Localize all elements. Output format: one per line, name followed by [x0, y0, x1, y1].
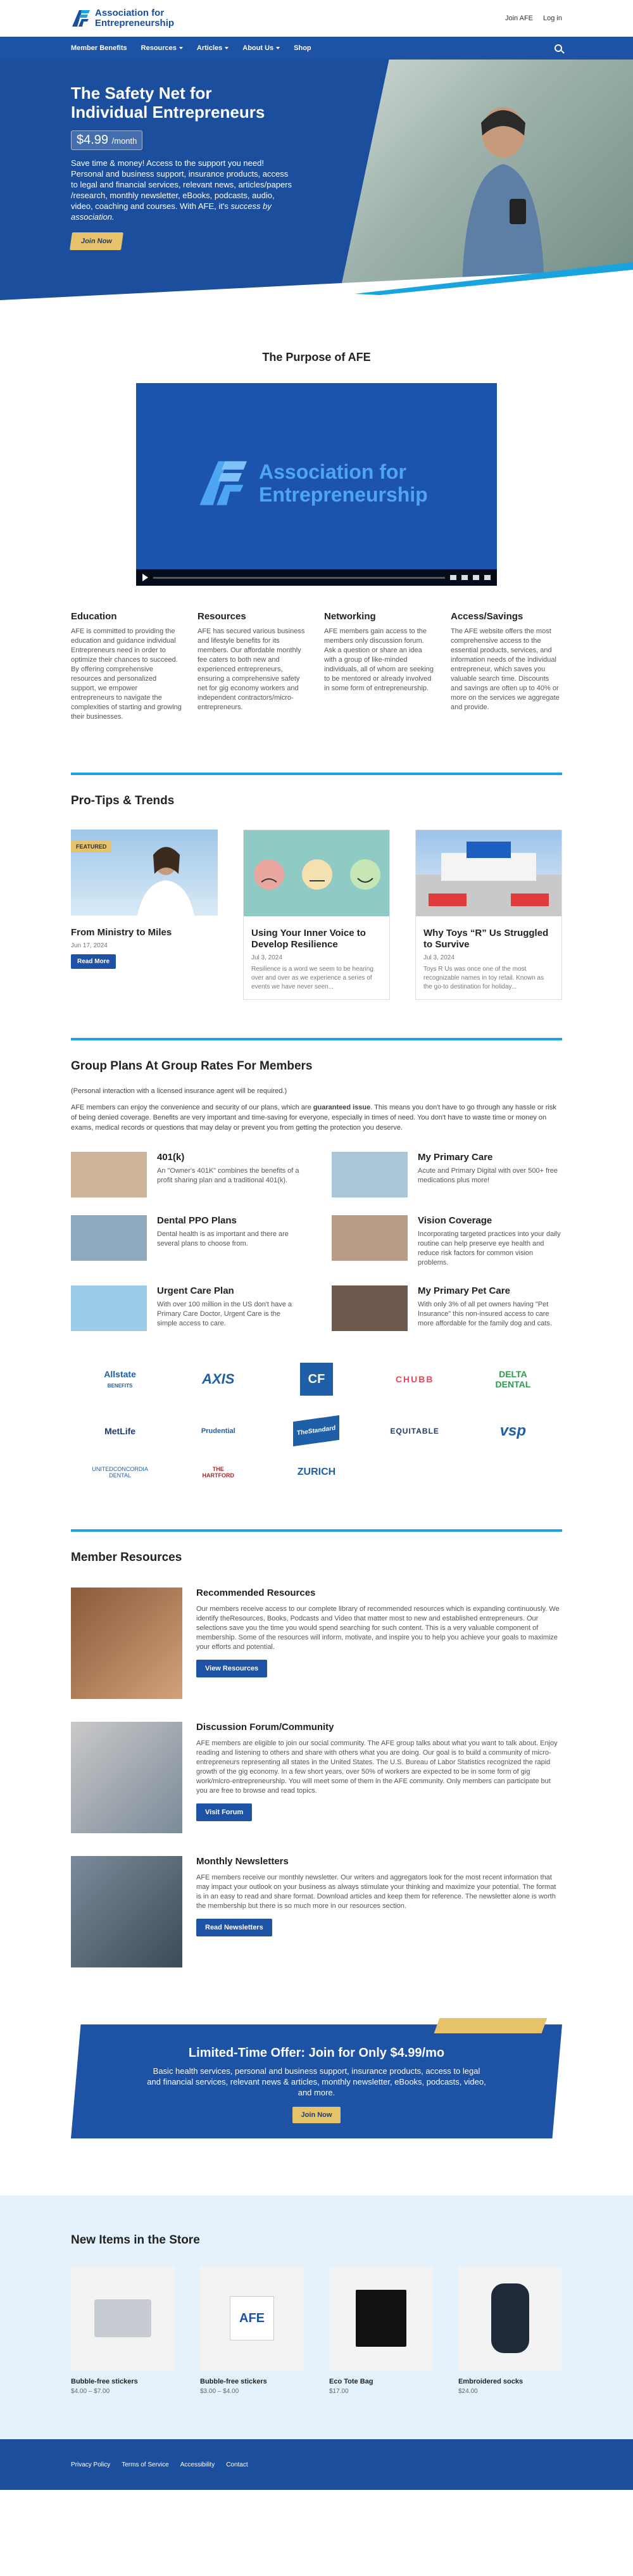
site-logo[interactable]: [71, 8, 174, 28]
plan-title: Vision Coverage: [418, 1215, 492, 1226]
purpose-title: The Purpose of AFE: [262, 351, 371, 363]
hero-description-text: Save time & money! Access to the support you need! Personal and business support, insurance products, access to legal and financial services, relevant news, articles/papers /research, monthly newsletter, eBooks, podcasts, audio, video, coaching and courses. With AFE, it's: [71, 158, 292, 211]
tip-card[interactable]: [71, 830, 218, 1000]
product-image: [458, 2266, 562, 2370]
search-icon[interactable]: [555, 44, 562, 52]
tip-date: Jul 3, 2024: [251, 954, 282, 961]
delta-dental-logo: DELTA DENTAL: [495, 1369, 531, 1389]
login-link[interactable]: Log in: [543, 15, 562, 22]
plans-note: (Personal interaction with a licensed insurance agent will be required.): [71, 1087, 287, 1095]
plan-image: [71, 1215, 147, 1261]
resource-image: [71, 1856, 182, 1967]
plan-text: Dental health is as important and there are several plans to choose from.: [157, 1230, 289, 1247]
nav-label: About Us: [242, 44, 274, 52]
col-title: Resources: [197, 611, 246, 622]
video-progress-bar[interactable]: [153, 577, 445, 579]
video-logo-line-2: Entrepreneurship: [259, 483, 428, 506]
equitable-logo: EQUITABLE: [390, 1426, 439, 1436]
logo-sublabel: BENEFITS: [107, 1383, 133, 1389]
tip-title[interactable]: From Ministry to Miles: [71, 927, 172, 938]
video-logo: [193, 458, 428, 508]
logo-text: [95, 8, 174, 28]
tip-image: [71, 830, 218, 916]
section-divider: [71, 773, 562, 775]
axis-logo: AXIS: [202, 1371, 235, 1387]
afe-logo-icon: [71, 9, 90, 28]
plan-pet-care[interactable]: [332, 1285, 562, 1331]
product-image: [329, 2266, 433, 2370]
video-logo-line-1: Association for: [259, 460, 406, 483]
fullscreen-icon[interactable]: [484, 575, 491, 580]
resource-title: Discussion Forum/Community: [196, 1722, 334, 1733]
col-title: Networking: [324, 611, 376, 622]
offer-text: Basic health services, personal and business support, insurance products, access to legal and financial services, relevant news & articles, monthly newsletter, eBooks, podcasts, video, and more.: [147, 2066, 486, 2097]
plan-text: Acute and Primary Digital with over 500+ free medications plus more!: [418, 1167, 558, 1184]
hero-section: [0, 60, 633, 313]
resource-title: Monthly Newsletters: [196, 1856, 289, 1867]
tip-excerpt: Resilience is a word we seem to be hearing over and over as we experience a series of events we have never seen...: [251, 966, 373, 990]
intro-video[interactable]: [136, 383, 497, 586]
footer: [0, 2439, 633, 2490]
nav-label: Shop: [294, 44, 311, 52]
plan-image: [71, 1285, 147, 1331]
col-text: The AFE website offers the most comprehensive access to the essential products, services, and information needs of the individual entrepreneur, which saves you valuable search time. Discounts and savings are often up to 40% or more on the services we aggregate and provide.: [451, 628, 560, 711]
product-card[interactable]: [329, 2266, 433, 2395]
allstate-logo: [104, 1369, 136, 1389]
product-price: $24.00: [458, 2388, 478, 2395]
product-card[interactable]: [71, 2266, 175, 2395]
plan-text: Incorporating targeted practices into your daily routine can help preserve eye health and reduce risk factors for common vision problems.: [418, 1230, 561, 1266]
resource-text: AFE members receive our monthly newsletter. Our writers and aggregators look for the most recent information that may impact your outlook on your business as always stimulate your thinking and maximize your potential. The format is in an easy to read and share format. Download articles and keep them for reference. The newsletter alone is worth the membership but there is so much more in our resources section.: [196, 1874, 556, 1910]
product-name: Bubble-free stickers: [200, 2378, 267, 2385]
chubb-logo: CHUBB: [395, 1374, 434, 1384]
offer-banner: [0, 2018, 633, 2145]
hero-description-em: success by association.: [71, 201, 272, 222]
tip-card[interactable]: [415, 830, 562, 1000]
tip-image: [244, 830, 389, 916]
emoji-faces-image: [244, 830, 389, 916]
join-afe-link[interactable]: Join AFE: [505, 15, 534, 22]
plan-text: An "Owner's 401K" combines the benefits of a profit sharing plan and a traditional 401(k).: [157, 1167, 299, 1184]
purpose-col-resources: [197, 611, 309, 722]
nav-articles[interactable]: [197, 44, 229, 52]
zurich-logo: ZURICH: [297, 1467, 336, 1477]
product-card[interactable]: [458, 2266, 562, 2395]
plan-image: [332, 1285, 408, 1331]
tip-excerpt: Toys R Us was once one of the most recognizable names in toy retail. Known as the go-to destination for holiday...: [423, 966, 544, 990]
plan-urgent-care[interactable]: [71, 1285, 301, 1331]
price-period: /month: [111, 136, 137, 146]
tip-date: Jul 3, 2024: [423, 954, 454, 961]
purpose-col-education: [71, 611, 182, 722]
tips-title: Pro-Tips & Trends: [71, 794, 175, 807]
resources-title: Member Resources: [71, 1551, 182, 1564]
col-text: AFE has secured various business and lifestyle benefits for its members. Our affordable monthly fee caters to both new and experienced entrepreneurs, ensuring a comprehensive safety net for gig economy workers and independent contractors/micro-entrepreneurs.: [197, 628, 305, 711]
tip-image: [416, 830, 561, 916]
offer-title: Limited-Time Offer: Join for Only $4.99/mo: [188, 2046, 445, 2060]
product-name: Embroidered socks: [458, 2378, 523, 2385]
product-card[interactable]: [200, 2266, 304, 2395]
tip-title[interactable]: Why Toys “R” Us Struggled to Survive: [423, 928, 549, 950]
terms-of-service-link[interactable]: Terms of Service: [122, 2461, 169, 2468]
product-price: $17.00: [329, 2388, 349, 2395]
resource-recommended: [71, 1588, 562, 1699]
section-divider: [71, 1529, 562, 1532]
volume-icon[interactable]: [450, 575, 456, 580]
resource-text: AFE members are eligible to join our social community. The AFE group talks about what you want to talk about. Enjoy reading and listening to others and share with others what you are doing. Our goal is to build a community of micro-entrepreneurs representing all states in the United States. The U.S. Bureau of Labor Statistics recognized the rapid growth of the gig economy. In a few short years, over 50% of workers are expected to be in some form of gig work/micro-entrepreneurship. You will meet some of them in the AFE community. Only members can participate but you are free to browse and read topics.: [196, 1739, 558, 1795]
tip-title[interactable]: Using Your Inner Voice to Develop Resilience: [251, 928, 366, 950]
plan-primary-care[interactable]: [332, 1152, 562, 1197]
chevron-down-icon: [276, 47, 280, 49]
plan-image: [332, 1215, 408, 1261]
plan-image: [71, 1152, 147, 1197]
plan-vision[interactable]: [332, 1215, 562, 1268]
united-concordia-logo: UNITEDCONCORDIA DENTAL: [92, 1466, 148, 1479]
main-nav: [0, 37, 633, 60]
offer-accent: [434, 2018, 548, 2033]
partner-logos: [71, 1363, 562, 1479]
purpose-col-networking: [324, 611, 436, 722]
col-title: Education: [71, 611, 117, 622]
resource-image: [71, 1722, 182, 1833]
store-title: New Items in the Store: [71, 2233, 200, 2247]
plans-intro-text: . This means you don't have to go through any hassle or risk of being denied coverage. Benefits are very important and time-saving for everyone, especially in times of need. You don't have to waste time or money on exams, medical records or questions that may delay or prevent you from getting the protection you deserve.: [71, 1104, 556, 1132]
product-price: $3.00 – $4.00: [200, 2388, 239, 2395]
col-text: AFE members gain access to the members only discussion forum. Ask a question or share an idea with a group of like-minded individuals, all of whom are seeking to be mentored or already involved in some form of entrepreneurship.: [324, 628, 434, 692]
cf-logo: CF: [300, 1363, 333, 1396]
top-bar: [0, 0, 633, 37]
plan-title: Dental PPO Plans: [157, 1215, 237, 1226]
standard-logo: TheStandard: [293, 1415, 339, 1446]
plan-401k[interactable]: [71, 1152, 301, 1197]
plan-dental[interactable]: [71, 1215, 301, 1268]
accessibility-link[interactable]: Accessibility: [180, 2461, 215, 2468]
tip-card[interactable]: [243, 830, 390, 1000]
logo-line-1: Association for: [95, 8, 165, 18]
featured-badge: FEATURED: [71, 841, 111, 852]
col-title: Access/Savings: [451, 611, 523, 622]
plan-text: With only 3% of all pet owners having "Pet Insurance" this non-insured access to care more affordable for the family dog and cats.: [418, 1301, 552, 1327]
plan-title: My Primary Care: [418, 1152, 493, 1163]
offer-join-button[interactable]: Join Now: [292, 2107, 341, 2123]
prudential-logo: Prudential: [201, 1427, 235, 1435]
plan-text: With over 100 million in the US don't have a Primary Care Doctor, Urgent Care is the simple access to care.: [157, 1301, 292, 1327]
hero-description: [71, 158, 292, 222]
product-price: $4.00 – $7.00: [71, 2388, 110, 2395]
section-divider: [71, 1038, 562, 1040]
col-text: AFE is committed to providing the education and guidance individual Entrepreneurs need in order to optimize their chances to succeed. By offering comprehensive resources and personalized support, we empower entrepreneurs to navigate the complexities of starting and growing their businesses.: [71, 628, 182, 721]
vsp-logo: vsp: [499, 1422, 527, 1439]
price-symbol: $: [77, 133, 84, 147]
product-image: AFE: [200, 2266, 304, 2370]
plan-title: Urgent Care Plan: [157, 1285, 234, 1296]
toys-store-image: [416, 830, 561, 916]
product-name: Bubble-free stickers: [71, 2378, 138, 2385]
nav-label: Articles: [196, 44, 223, 52]
plan-title: My Primary Pet Care: [418, 1285, 510, 1296]
chevron-down-icon: [225, 47, 229, 49]
logo-line-2: Entrepreneurship: [95, 18, 175, 28]
product-image: [71, 2266, 175, 2370]
resource-image: [71, 1588, 182, 1699]
settings-icon[interactable]: [473, 575, 479, 580]
plans-title: Group Plans At Group Rates For Members: [71, 1059, 313, 1073]
purpose-columns: [71, 611, 562, 722]
metlife-logo: MetLife: [104, 1425, 136, 1436]
afe-logo-icon: [193, 458, 250, 508]
hero-stripe-decoration: [0, 256, 633, 313]
chevron-down-icon: [179, 47, 183, 49]
tip-date: Jun 17, 2024: [71, 942, 108, 949]
plan-image: [332, 1152, 408, 1197]
hartford-logo: THE HARTFORD: [202, 1466, 235, 1479]
contact-link[interactable]: Contact: [226, 2461, 248, 2468]
resource-title: Recommended Resources: [196, 1588, 316, 1598]
hero-join-button[interactable]: Join Now: [70, 232, 123, 250]
captions-icon[interactable]: [461, 575, 468, 580]
nav-member-benefits[interactable]: [71, 44, 127, 52]
view-resources-button[interactable]: View Resources: [196, 1660, 267, 1677]
visit-forum-button[interactable]: Visit Forum: [196, 1803, 252, 1821]
privacy-policy-link[interactable]: Privacy Policy: [71, 2461, 111, 2468]
nav-label: Resources: [141, 44, 177, 52]
video-controls: [136, 569, 497, 586]
store-section: [0, 2195, 633, 2439]
logo-label: Allstate: [104, 1369, 136, 1379]
nav-about-us[interactable]: [242, 44, 280, 52]
read-more-button[interactable]: Read More: [71, 954, 116, 969]
purpose-col-access: [451, 611, 562, 722]
plan-title: 401(k): [157, 1152, 185, 1163]
plans-intro: [71, 1102, 562, 1133]
resource-text: Our members receive access to our complete library of recommended resources which is expanding continuously. We identify theResources, Books, Podcasts and Video that matter most to new and established entrepreneurs. Our selections save you the time you would spend searching for such content. This is a very valuable component of membership. Some of the resources will inform, motivate, and inspire you to help you achieve your goals to maximize your efforts and potential.: [196, 1605, 560, 1651]
hero-title: The Safety Net for Individual Entrepreneurs: [71, 84, 265, 122]
resource-forum: [71, 1722, 562, 1833]
price-badge: [71, 130, 142, 150]
nav-shop[interactable]: [294, 44, 311, 52]
nav-resources[interactable]: [141, 44, 183, 52]
resource-newsletter: [71, 1856, 562, 1967]
price-value: 4.99: [84, 133, 109, 147]
read-newsletters-button[interactable]: Read Newsletters: [196, 1919, 272, 1936]
play-icon[interactable]: [142, 574, 148, 581]
nav-label: Member Benefits: [71, 44, 127, 52]
plans-intro-em: guaranteed issue: [313, 1104, 371, 1111]
product-name: Eco Tote Bag: [329, 2378, 373, 2385]
plans-intro-text: AFE members can enjoy the convenience and security of our plans, which are: [71, 1104, 311, 1111]
